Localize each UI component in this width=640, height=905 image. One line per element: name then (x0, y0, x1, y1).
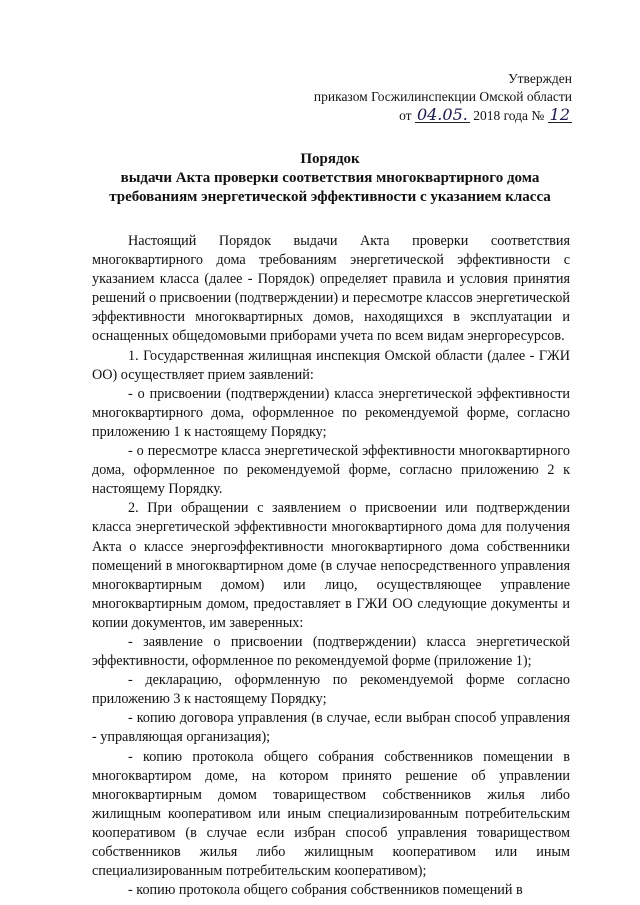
title-line-1: Порядок (300, 151, 360, 167)
paragraph-item-1: 1. Государственная жилищная инспекция Омской области (далее - ГЖИ ОО) осуществляет прием заявлений: (92, 347, 570, 383)
date-suffix: 2018 года № (473, 108, 545, 123)
paragraph-subitem: - копию протокола общего собрания собственников помещений в (128, 882, 523, 899)
approval-date-line (314, 106, 572, 125)
handwritten-date: 04.05. (416, 105, 468, 124)
approval-line-1: Утвержден (508, 71, 572, 86)
paragraph-subitem: - копию протокола общего собрания собственников помещении в многоквартиром доме, на котором принято решение об управлении многоквартирным домом товариществом собственников жилья либо жилищным кооперативом или иным специализированным потребительским кооперативом (в случае если избран способ управления товариществом собственников жилья либо жилищным кооперативом или иным специализированным потребительским кооперативом); (92, 748, 570, 880)
paragraph-subitem: - о пересмотре класса энергетической эффективности многоквартирного дома, оформленное по рекомендуемой форме, согласно приложению 2 к настоящему Порядку. (92, 443, 570, 498)
paragraph-intro: Настоящий Порядок выдачи Акта проверки соответствия многоквартирного дома требованиям энергетической эффективности с указанием класса (далее - Порядок) определяет правила и условия принятия решений о присвоении (подтверждении) и пересмотре классов энергетической эффективности многоквартирных домов, находящихся в эксплуатации и оснащенных общедомовыми приборами учета по всем видам энергоресурсов. (92, 233, 570, 345)
paragraph-item-2: 2. При обращении с заявлением о присвоении или подтверждении класса энергетической эффективности многоквартирного дома для получения Акта о классе энергоэффективности многоквартирного дома собственники помещений в многоквартирном доме (в случае непосредственного управления многоквартирным домом) или лицо, осуществляющее управление многоквартирным домом, предоставляет в ГЖИ ОО следующие документы и копии документов, им заверенных: (92, 500, 570, 631)
paragraph-subitem: - заявление о присвоении (подтверждении) класса энергетической эффективности, оформленное по рекомендуемой форме (приложение 1); (92, 633, 570, 670)
date-prefix: от (399, 108, 412, 123)
paragraph-subitem: - о присвоении (подтверждении) класса энергетической эффективности многоквартирного дома, оформленное по рекомендуемой форме, согласно приложению 1 к настоящему Порядку; (92, 385, 570, 440)
document-body (92, 232, 570, 900)
document-title (90, 150, 570, 207)
handwritten-number: 12 (549, 105, 570, 124)
approval-block (314, 70, 572, 125)
paragraph-subitem: - декларацию, оформленную по рекомендуемой форме согласно приложению 3 к настоящему Порядку; (92, 672, 570, 708)
approval-line-2: приказом Госжилинспекции Омской области (313, 89, 572, 104)
title-line-2: выдачи Акта проверки соответствия многоквартирного дома требованиям энергетической эффективности с указанием класса (109, 170, 551, 205)
paragraph-subitem: - копию договора управления (в случае, если выбран способ управления - управляющая организация); (92, 710, 570, 746)
